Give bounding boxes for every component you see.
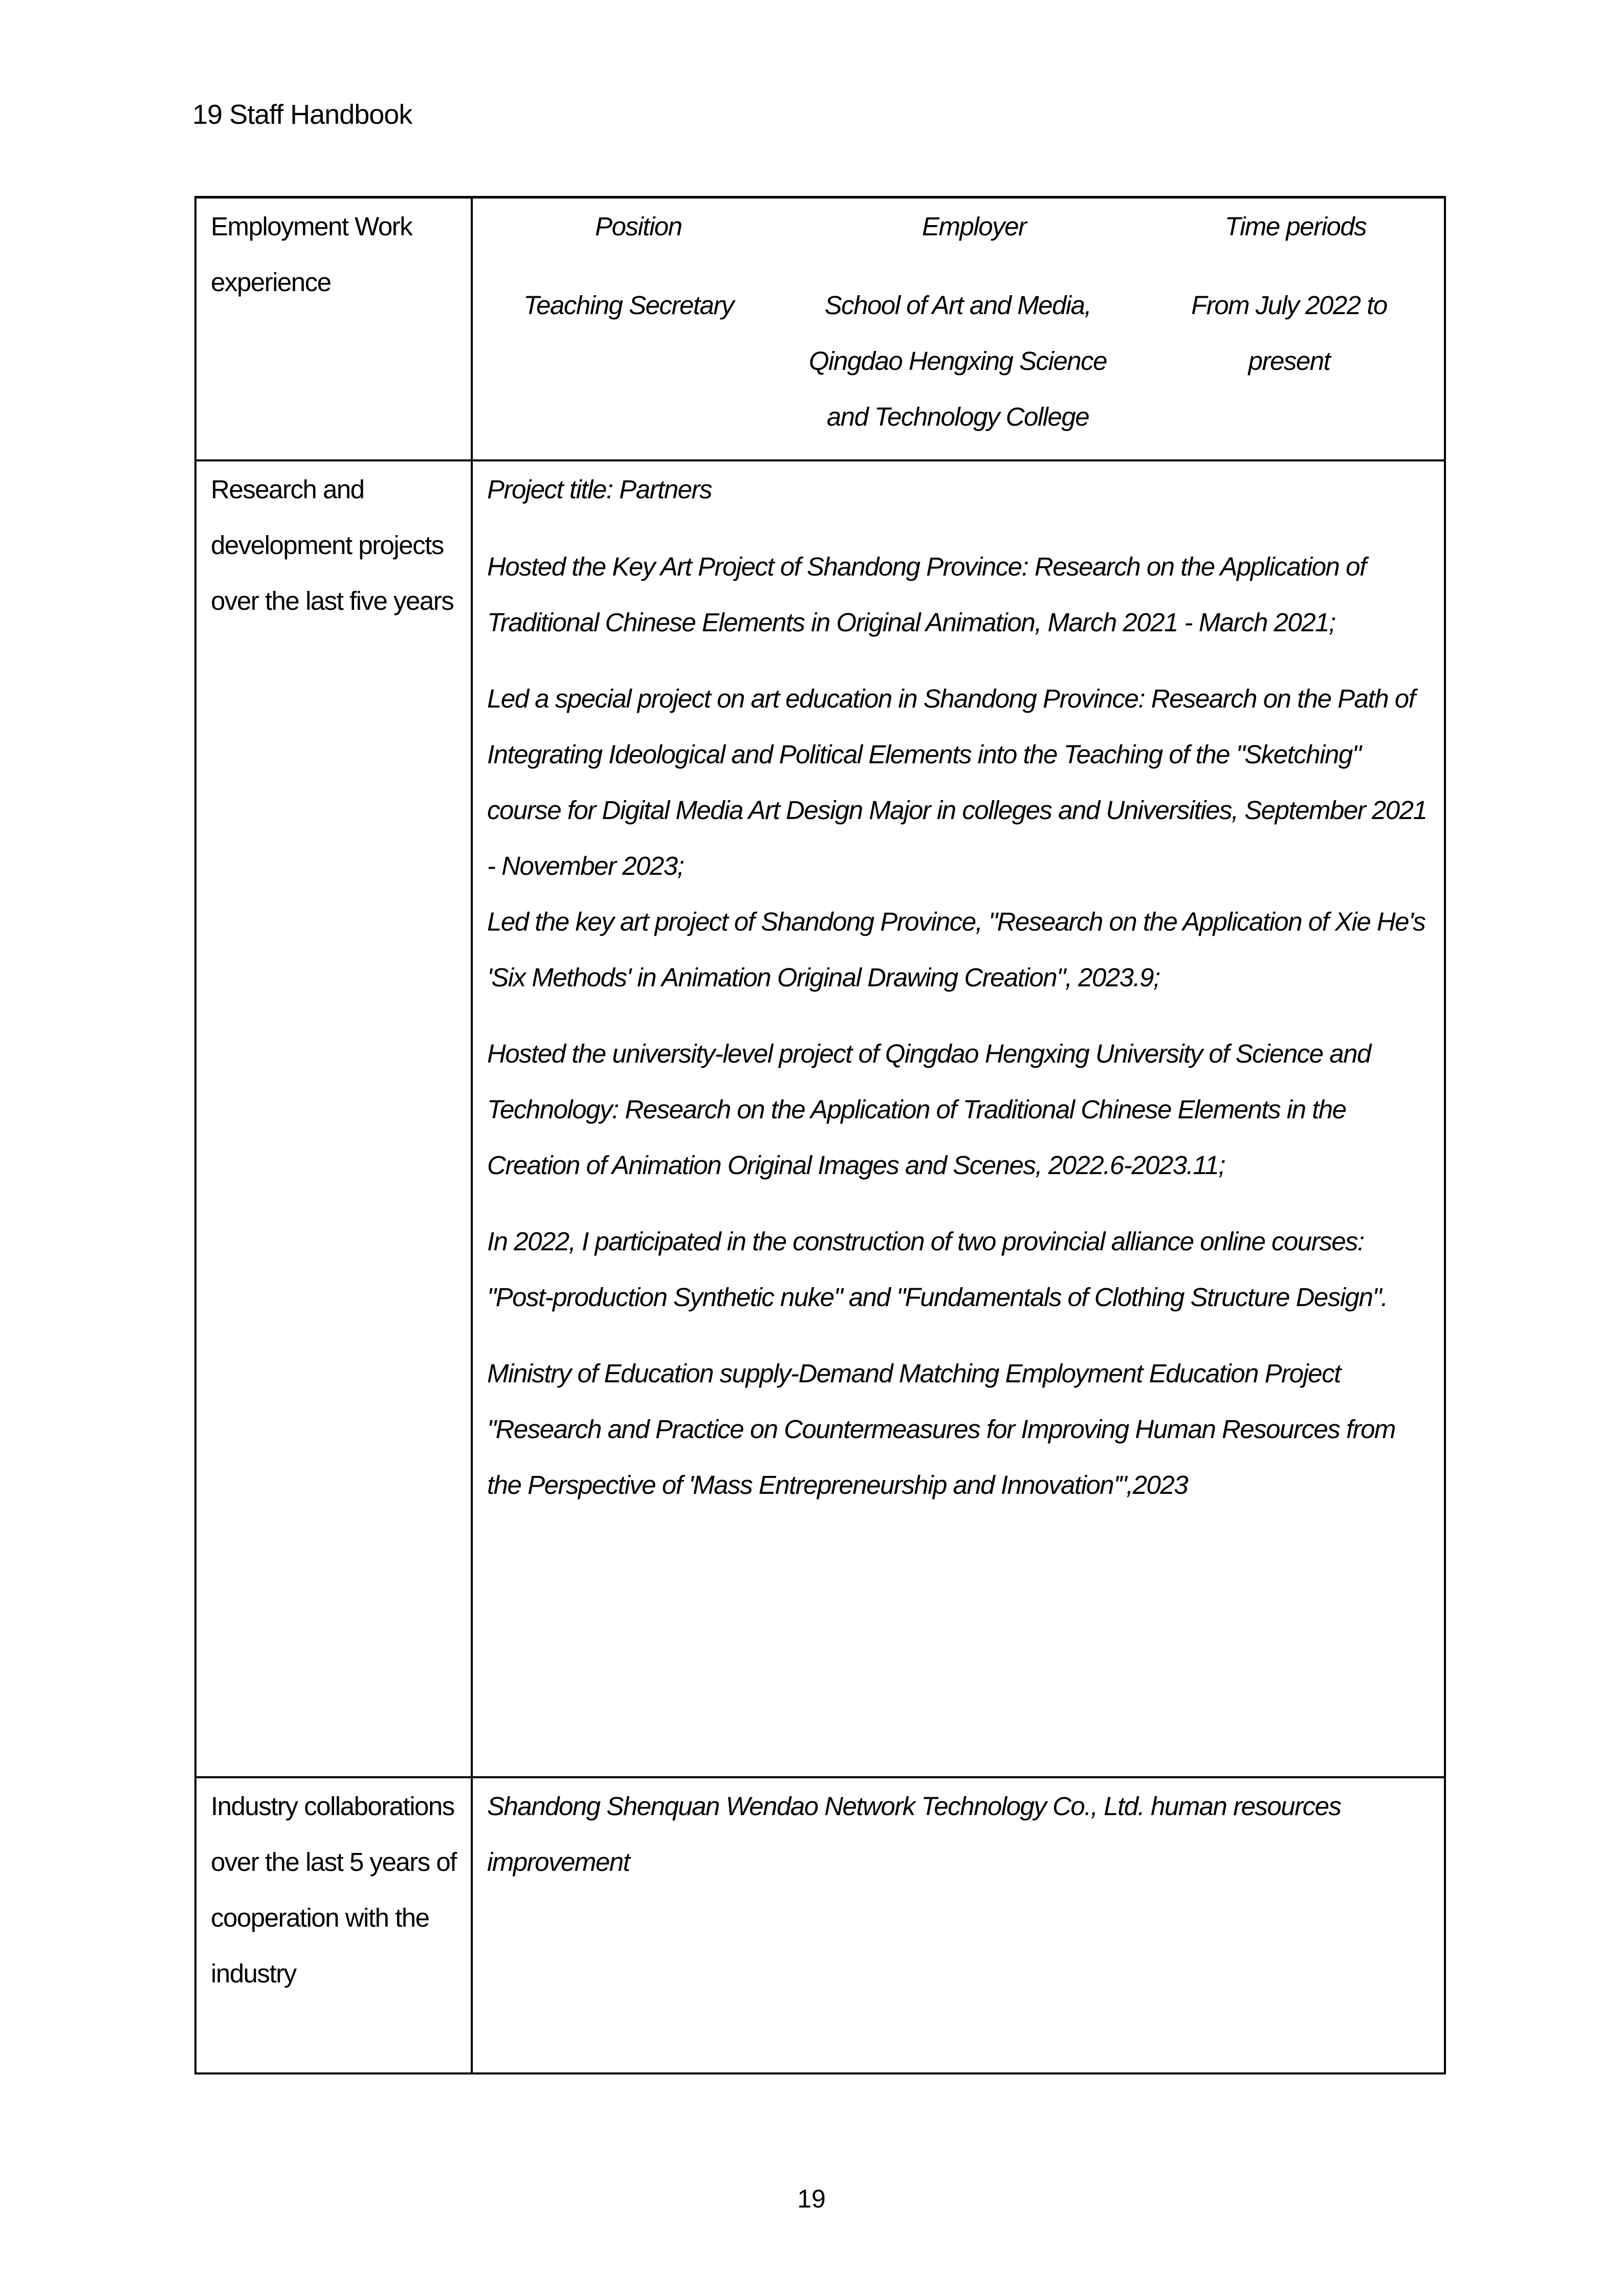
project-item: In 2022, I participated in the construction of two provincial alliance online courses: "Post-production Synthetic nuke" and "Fundamentals of Clothing Structure Design". bbox=[487, 1227, 1388, 1312]
employment-entry bbox=[487, 254, 1433, 445]
column-header-employer: Employer bbox=[922, 212, 1026, 241]
employment-time-period: From July 2022 to present bbox=[1191, 291, 1387, 376]
project-item: Led a special project on art education in Shandong Province: Research on the Path of Integrating Ideological and Political Elements into the Teaching of the "Sketching" course for Digital Media Art Design Major in colleges and Universities, September 2021 - November 2023; bbox=[487, 684, 1427, 880]
column-header-time-periods: Time periods bbox=[1224, 212, 1367, 241]
column-header-position: Position bbox=[595, 212, 682, 241]
running-header: 19 Staff Handbook bbox=[192, 99, 412, 130]
employment-position: Teaching Secretary bbox=[523, 291, 734, 320]
row-label-industry: Industry collaborations over the last 5 years of cooperation with the industry bbox=[195, 1777, 472, 2073]
table-row-employment bbox=[195, 197, 1445, 461]
employment-cell bbox=[472, 197, 1445, 461]
table-row-industry bbox=[195, 1777, 1445, 2073]
research-cell bbox=[472, 460, 1445, 1777]
row-label-research: Research and development projects over the last five years bbox=[195, 460, 472, 1777]
project-item: Hosted the university-level project of Qingdao Hengxing University of Science and Technology: Research on the Application of Traditional Chinese Elements in the Creation of Animation Original Images and Scenes, 2022.6-2023.11; bbox=[487, 1039, 1371, 1180]
employment-header-row bbox=[487, 198, 1433, 254]
staff-profile-table bbox=[194, 196, 1446, 2074]
project-title: Project title: Partners bbox=[487, 475, 712, 504]
project-item: Ministry of Education supply-Demand Matching Employment Education Project "Research and Practice on Countermeasures for Improving Human Resources from the Perspective of 'Mass Entrepreneurship and Innovation'",2023 bbox=[487, 1359, 1395, 1499]
project-item: Hosted the Key Art Project of Shandong Province: Research on the Application of Traditional Chinese Elements in Original Animation, March 2021 - March 2021; bbox=[487, 552, 1366, 637]
project-item: Led the key art project of Shandong Province, "Research on the Application of Xie He's 'Six Methods' in Animation Original Drawing Creation", 2023.9; bbox=[487, 907, 1425, 992]
employment-employer: School of Art and Media, Qingdao Hengxing Science and Technology College bbox=[808, 291, 1107, 431]
table-row-research bbox=[195, 460, 1445, 1777]
industry-collaboration-value: Shandong Shenquan Wendao Network Technology Co., Ltd. human resources improvement bbox=[472, 1777, 1445, 2073]
page-number: 19 bbox=[797, 2184, 826, 2213]
row-label-employment: Employment Work experience bbox=[195, 197, 472, 461]
